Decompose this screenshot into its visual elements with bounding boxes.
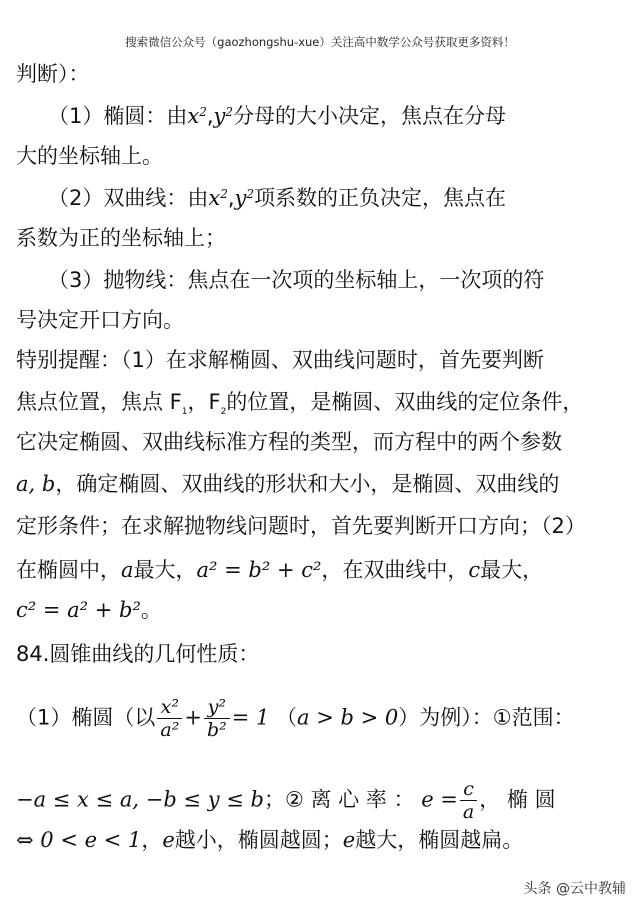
header-banner: 搜索微信公众号（gaozhongshu-xue）关注高中数学公众号获取更多资料！ — [125, 35, 515, 49]
math-x-squared-2: $x^2$ — [208, 186, 228, 210]
watermark: 头条 @云中教辅 — [523, 881, 626, 897]
math-y-squared: $y^2$ — [213, 104, 234, 128]
text-line-6: （3）抛物线：焦点在一次项的坐标轴上，一次项的符 — [48, 268, 545, 292]
text-line-18: ⇔ 0 < e < 1，e越小，椭圆越圆；e越大，椭圆越扁。 — [16, 828, 524, 852]
text-line-11: a, b，确定椭圆、双曲线的形状和大小，是椭圆、双曲线的 — [16, 472, 560, 496]
text-line-10: 它决定椭圆、双曲线标准方程的类型，而方程中的两个参数 — [16, 430, 562, 454]
text-line-4: （2）双曲线：由$x^2,y^2$项系数的正负决定，焦点在 — [48, 186, 507, 210]
math-e-range: 0 < e < 1 — [40, 828, 142, 852]
text-line-8: 特别提醒：（1）在求解椭圆、双曲线问题时，首先要判断 — [16, 348, 544, 372]
fraction-y2-b2: $\frac{\text{y²}}{\text{b²}}$ — [204, 696, 230, 741]
text-line-16: （1）椭圆（以 $\frac{\text{x²}}{\text{a²}}$ + $\frac{\text{y²}}{\text{b²}}$ = 1 （a > b > 0）为例）：①范围： — [16, 696, 575, 741]
text-line-7: 号决定开口方向。 — [16, 308, 184, 332]
text-line-5: 系数为正的坐标轴上； — [16, 226, 226, 250]
text-line-17: −a ≤ x ≤ a, −b ≤ y ≤ b；② 离 心 率 ： e = $\frac{c}{a}$ ， 椭 圆 — [16, 778, 556, 823]
text-line-14: c² = a² + b²。 — [16, 598, 162, 622]
text-line-13: 在椭圆中，a最大，a² = b² + c²，在双曲线中，c最大， — [16, 558, 544, 582]
section-heading-84: 84.圆锥曲线的几何性质： — [16, 642, 260, 666]
math-a-b: a, b — [16, 472, 56, 496]
text-line-3: 大的坐标轴上。 — [16, 144, 163, 168]
text-line-1: 判断）： — [16, 62, 90, 86]
math-condition: a > b > 0 — [297, 705, 399, 730]
math-x-squared: $x^2$ — [187, 104, 207, 128]
text-line-12: 定形条件；在求解抛物线问题时，首先要判断开口方向；（2） — [16, 514, 586, 538]
math-y-squared-2: $y^2$ — [234, 186, 255, 210]
fraction-c-a: $\frac{c}{a}$ — [460, 778, 477, 823]
math-ellipse-relation: a² = b² + c² — [196, 558, 322, 582]
text-line-9: 焦点位置，焦点 $F_1$，$F_2$的位置，是椭圆、双曲线的定位条件， — [16, 390, 584, 418]
text-line-2: （1）椭圆：由$x^2,y^2$分母的大小决定，焦点在分母 — [48, 104, 507, 128]
math-range: −a ≤ x ≤ a, −b ≤ y ≤ b — [16, 787, 264, 812]
math-hyperbola-relation: c² = a² + b² — [16, 598, 141, 622]
fraction-x2-a2: $\frac{\text{x²}}{\text{a²}}$ — [157, 696, 182, 741]
